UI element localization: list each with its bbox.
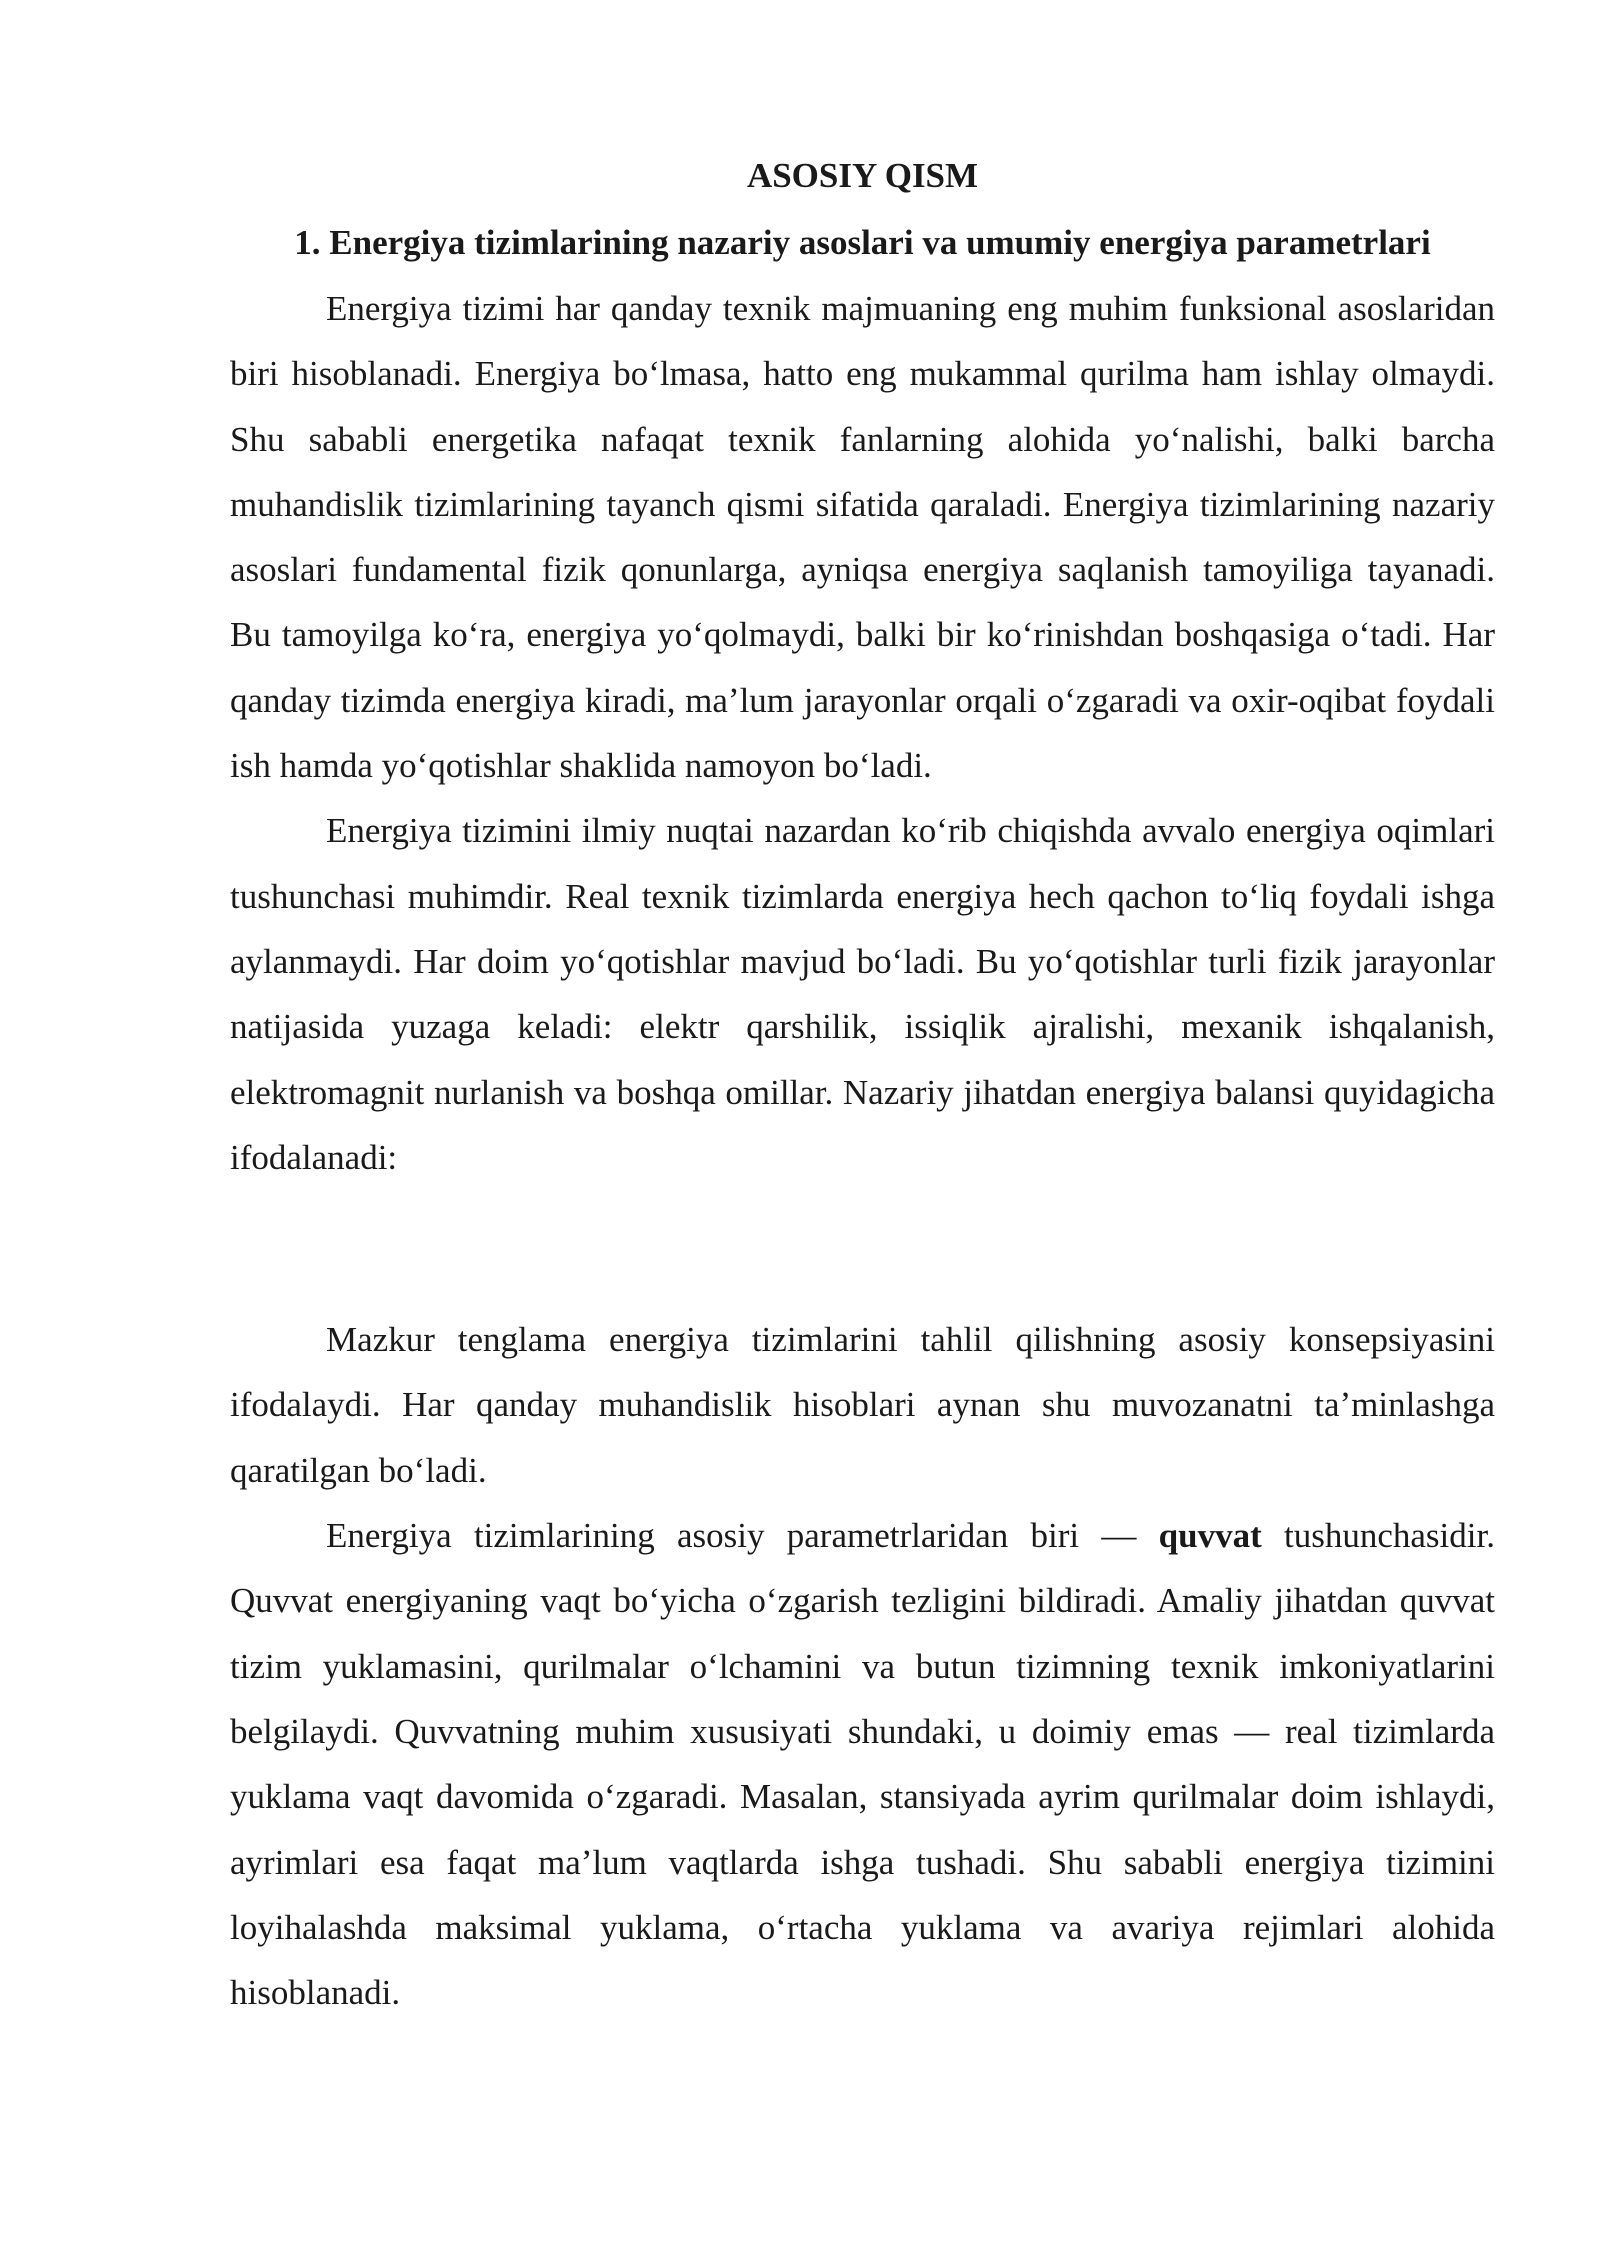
paragraph-energy-flows: Energiya tizimini ilmiy nuqtai nazardan koʻrib chiqishda avvalo energiya oqimlari tushunchasi muhimdir. Real texnik tizimlarda energiya hech qachon toʻliq foydali ishga aylanmaydi. Har doim yoʻqotishlar mavjud boʻladi. Bu yoʻqotishlar turli fizik jarayonlar natijasida yuzaga keladi: elektr qarshilik, issiqlik ajralishi, mexanik ishqalanish, elektromagnit nurlanish va boshqa omillar. Nazariy jihatdan energiya balansi quyidagicha ifodalanadi: <box>230 811 1495 1177</box>
power-term-bold: quvvat <box>1158 1516 1262 1556</box>
paragraph-energy-system-intro: Energiya tizimi har qanday texnik majmuaning eng muhim funksional asoslaridan biri hisoblanadi. Energiya boʻlmasa, hatto eng mukammal qurilma ham ishlay olmaydi. Shu sababli energetika nafaqat texnik fanlarning alohida yoʻnalishi, balki barcha muhandislik tizimlarining tayanch qismi sifatida qaraladi. Energiya tizimlarining nazariy asoslari fundamental fizik qonunlarga, ayniqsa energiya saqlanish tamoyiliga tayanadi. Bu tamoyilga koʻra, energiya yoʻqolmaydi, balki bir koʻrinishdan boshqasiga oʻtadi. Har qanday tizimda energiya kiradi, maʼlum jarayonlar orqali oʻzgaradi va oxir-oqibat foydali ish hamda yoʻqotishlar shaklida namoyon boʻladi. <box>230 289 1495 786</box>
main-heading: ASOSIY QISM <box>746 156 979 195</box>
power-text-after: tushunchasidir. Quvvat energiyaning vaqt boʻyicha oʻzgarish tezligini bildiradi. Amaliy jihatdan quvvat tizim yuklamasini, qurilmalar oʻlchamini va butun tizimning texnik imkoniyatlarini belgilaydi. Quvvatning muhim xususiyati shundaki, u doimiy emas — real tizimlarda yuklama vaqt davomida oʻzgaradi. Masalan, stansiyada ayrim qurilmalar doim ishlaydi, ayrimlari esa faqat maʼlum vaqtlarda ishga tushadi. Shu sababli energiya tizimini loyihalashda maksimal yuklama, oʻrtacha yuklama va avariya rejimlari alohida hisoblanadi. <box>230 1516 1495 2013</box>
equation-placeholder <box>230 1190 1495 1307</box>
power-text-before: Energiya tizimlarining asosiy parametrlaridan biri — <box>326 1516 1159 1556</box>
section-heading: 1. Energiya tizimlarining nazariy asoslari va umumiy energiya parametrlari <box>294 223 1431 262</box>
document-page <box>230 150 1495 2025</box>
paragraph-equation-meaning: Mazkur tenglama energiya tizimlarini tahlil qilishning asosiy konsepsiyasini ifodalaydi. Har qanday muhandislik hisoblari aynan shu muvozanatni taʼminlashga qaratilgan boʻladi. <box>230 1320 1495 1490</box>
paragraph-power-concept <box>230 1503 1495 2025</box>
